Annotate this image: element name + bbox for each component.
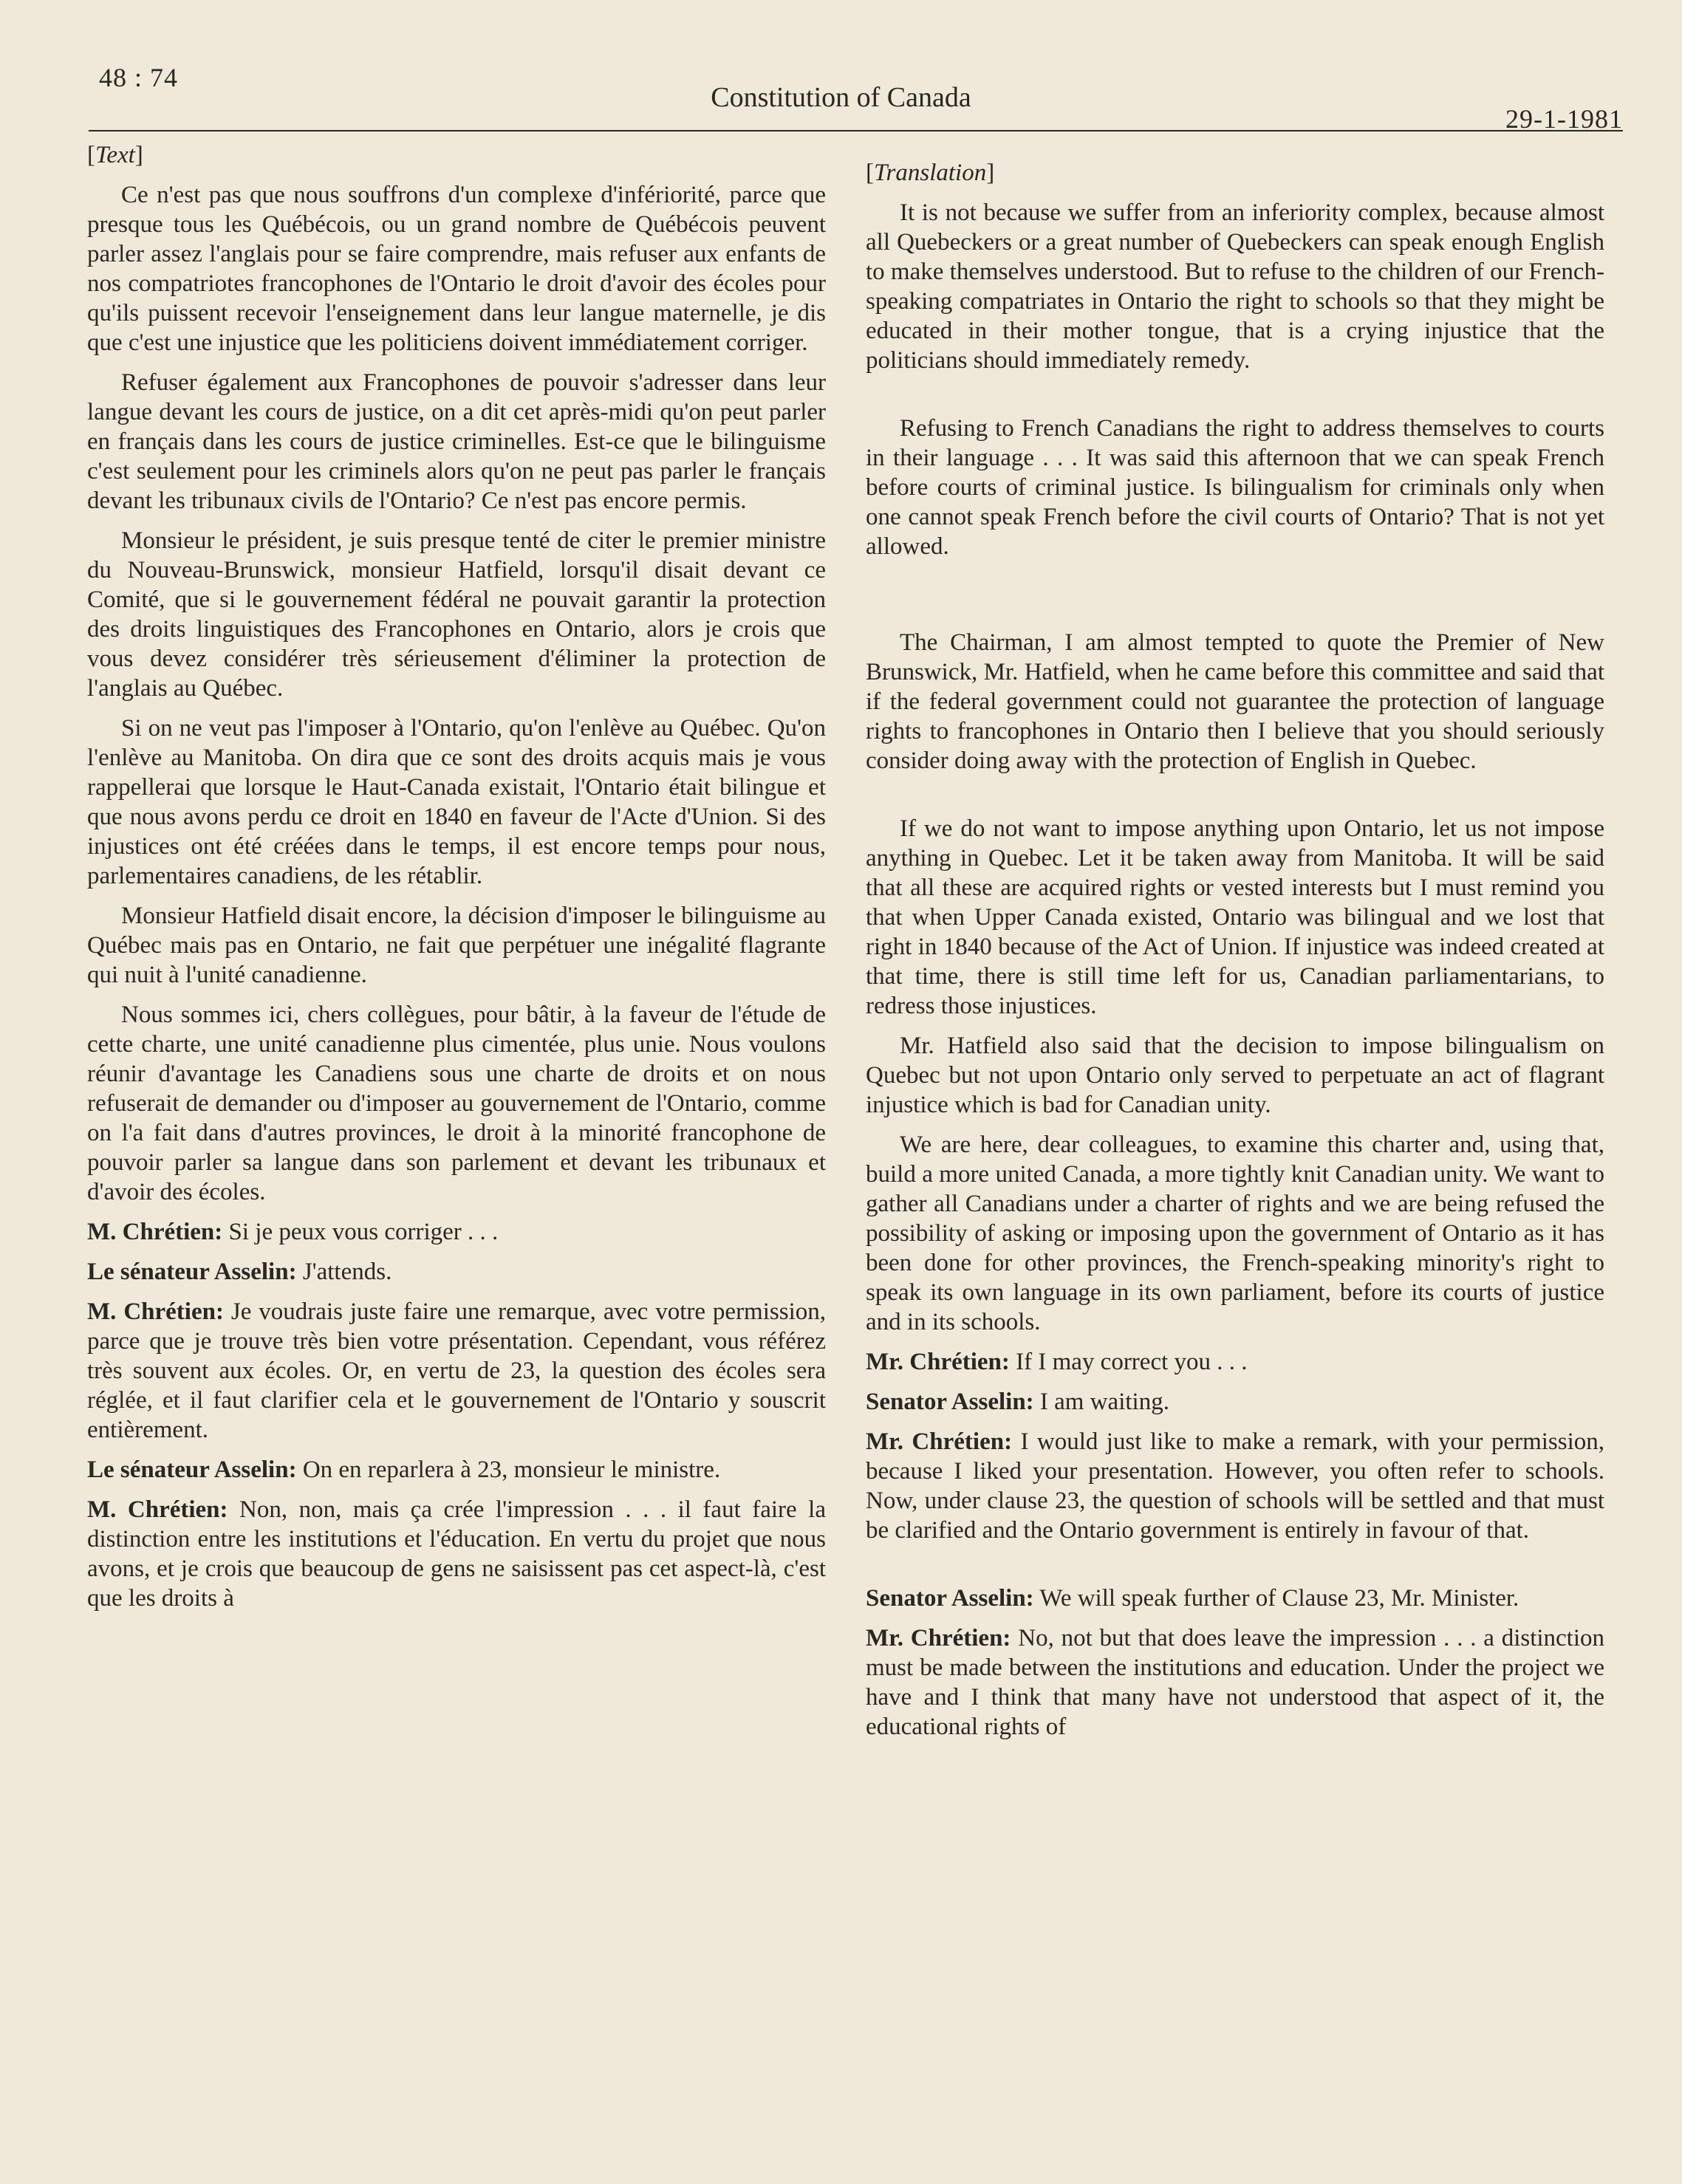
speech-text: J'attends.: [302, 1259, 392, 1285]
speech: [866, 1387, 1604, 1417]
speech: [866, 1584, 1604, 1613]
speech: [866, 1623, 1604, 1742]
running-title: Constitution of Canada: [711, 82, 971, 113]
paragraph: Nous sommes ici, chers collègues, pour bâtir, à la faveur de l'étude de cette charte, une unité canadienne plus cimentée, plus unie. Nous voulons réunir d'avantage les Canadiens sous une charte de droits et on nous refuserait de demander ou d'imposer au gouvernement de l'Ontario, comme on l'a fait dans d'autres provinces, le droit à la minorité francophone de pouvoir parler sa langue dans son parlement et devant les tribunaux et d'avoir des écoles.: [87, 1002, 826, 1205]
language-tag-text: [Text]: [87, 142, 143, 168]
speech: [87, 1217, 826, 1247]
paragraph: Refuser également aux Francophones de pouvoir s'adresser dans leur langue devant les cours de justice, on a dit cet après-midi qu'on peut parler en français dans les cours de justice criminelles. Est-ce que le bilinguisme c'est seulement pour les criminels alors qu'on ne peut pas parler le français devant les tribunaux civils de l'Ontario? Ce n'est pas encore permis.: [87, 369, 826, 514]
french-column: [87, 140, 826, 1623]
paragraph: Monsieur le président, je suis presque tenté de citer le premier ministre du Nouveau-Brunswick, monsieur Hatfield, lorsqu'il disait devant ce Comité, que si le gouvernement fédéral ne pouvait garantir la protection des droits linguistiques des Francophones en Ontario, alors je crois que vous devez considérer très sérieusement d'éliminer la protection de l'anglais au Québec.: [87, 527, 826, 702]
speech: [87, 1495, 826, 1613]
page-number: 48 : 74: [99, 63, 179, 92]
speaker-name: Le sénateur Asselin:: [87, 1456, 297, 1483]
speech-text: We will speak further of Clause 23, Mr. Minister.: [1039, 1585, 1519, 1612]
speaker-name: M. Chrétien:: [87, 1298, 224, 1325]
header-rule: [89, 130, 1623, 131]
speech-text: On en reparlera à 23, monsieur le ministre.: [302, 1456, 721, 1483]
paragraph: Refusing to French Canadians the right to address themselves to courts in their language . . . It was said this afternoon that we can speak French before courts of criminal justice. Is bilingualism for criminals only when one cannot speak French before the civil courts of Ontario? That is not yet allowed.: [866, 415, 1604, 560]
paragraph: The Chairman, I am almost tempted to quote the Premier of New Brunswick, Mr. Hatfield, when he came before this committee and said that if the federal government could not guarantee the protection of language rights to francophones in Ontario then I believe that you should seriously consider doing away with the protection of English in Quebec.: [866, 629, 1604, 774]
paragraph: Mr. Hatfield also said that the decision to impose bilingualism on Quebec but not upon Ontario only served to perpetuate an act of flagrant injustice which is bad for Canadian unity.: [866, 1033, 1604, 1118]
paragraph: Si on ne veut pas l'imposer à l'Ontario, qu'on l'enlève au Québec. Qu'on l'enlève au Manitoba. On dira que ce sont des droits acquis mais je vous rappellerai que lorsque le Haut-Canada existait, l'Ontario était bilingue et que nous avons perdu ce droit en 1840 en faveur de l'Acte d'Union. Si des injustices ont été créées dans le temps, il est encore temps pour nous, parlementaires canadiens, de les rétablir.: [87, 715, 826, 889]
speaker-name: Mr. Chrétien:: [866, 1349, 1010, 1375]
speaker-name: Mr. Chrétien:: [866, 1428, 1013, 1455]
english-column: [866, 158, 1604, 1752]
speech-text: No, not but that does leave the impression . . . a distinction must be made between the institutions and education. Under the project we have and I think that many have not understood that aspect of it, the educational rights of: [866, 1625, 1605, 1740]
speech-text: Non, non, mais ça crée l'impression . . . il faut faire la distinction entre les institutions et l'éducation. En vertu du projet que nous avons, et je crois que beaucoup de gens ne saisissent pas cet aspect-là, c'est que les droits à: [87, 1496, 826, 1612]
speech-text: I am waiting.: [1039, 1389, 1169, 1415]
paragraph: Ce n'est pas que nous souffrons d'un complexe d'infériorité, parce que presque tous les Québécois, ou un grand nombre de Québécois peuvent parler assez l'anglais pour se faire comprendre, mais refuser aux enfants de nos compatriotes francophones de l'Ontario le droit d'avoir des écoles pour qu'ils puissent recevoir l'enseignement dans leur langue maternelle, je dis que c'est une injustice que les politiciens doivent immédiatement corriger.: [87, 182, 826, 356]
speaker-name: Le sénateur Asselin:: [87, 1259, 297, 1285]
paragraph: If we do not want to impose anything upon Ontario, let us not impose anything in Quebec. Let it be taken away from Manitoba. It will be said that all these are acquired rights or vested interests but I must remind you that when Upper Canada existed, Ontario was bilingual and we lost that right in 1840 because of the Act of Union. If injustice was indeed created at that time, there is still time left for us, Canadian parliamentarians, to redress those injustices.: [866, 815, 1604, 1019]
paragraph: We are here, dear colleagues, to examine this charter and, using that, build a more united Canada, a more tightly knit Canadian unity. We want to gather all Canadians under a charter of rights and we are being refused the possibility of asking or imposing upon the government of Ontario as it has been done for other provinces, the French-speaking minority's right to speak its own language in its own parliament, before its courts of justice and in its schools.: [866, 1132, 1604, 1335]
speaker-name: M. Chrétien:: [87, 1219, 223, 1245]
speech-text: I would just like to make a remark, with your permission, because I liked your presentation. However, you often refer to schools. Now, under clause 23, the question of schools will be settled and that must be clarified and the Ontario government is entirely in favour of that.: [866, 1428, 1605, 1544]
paragraph: It is not because we suffer from an inferiority complex, because almost all Quebeckers or a great number of Quebeckers can speak enough English to make themselves understood. But to refuse to the children of our French-speaking compatriates in Ontario the right to schools so that they might be educated in their mother tongue, that is a crying injustice that the politicians should immediately remedy.: [866, 199, 1604, 374]
speaker-name: Senator Asselin:: [866, 1585, 1034, 1612]
speech: [866, 1347, 1604, 1377]
speech: [87, 1297, 826, 1445]
speaker-name: M. Chrétien:: [87, 1496, 228, 1523]
speech: [866, 1427, 1604, 1545]
speech-text: Si je peux vous corriger . . .: [228, 1219, 499, 1245]
speech-text: Je voudrais juste faire une remarque, avec votre permission, parce que je trouve très bien votre présentation. Cependant, vous référez très souvent aux écoles. Or, en vertu de 23, la question des écoles sera réglée, et il faut clarifier cela et le gouvernement de l'Ontario y souscrit entièrement.: [87, 1298, 827, 1443]
speaker-name: Mr. Chrétien:: [866, 1625, 1011, 1651]
speech-text: If I may correct you . . .: [1016, 1349, 1248, 1375]
page-date: 29-1-1981: [1505, 104, 1623, 134]
paragraph: Monsieur Hatfield disait encore, la décision d'imposer le bilinguisme au Québec mais pas en Ontario, ne fait que perpétuer une inégalité flagrante qui nuit à l'unité canadienne.: [87, 903, 826, 988]
language-tag-translation: [Translation]: [866, 160, 995, 186]
speech: [87, 1257, 826, 1287]
speaker-name: Senator Asselin:: [866, 1389, 1034, 1415]
speech: [87, 1455, 826, 1485]
